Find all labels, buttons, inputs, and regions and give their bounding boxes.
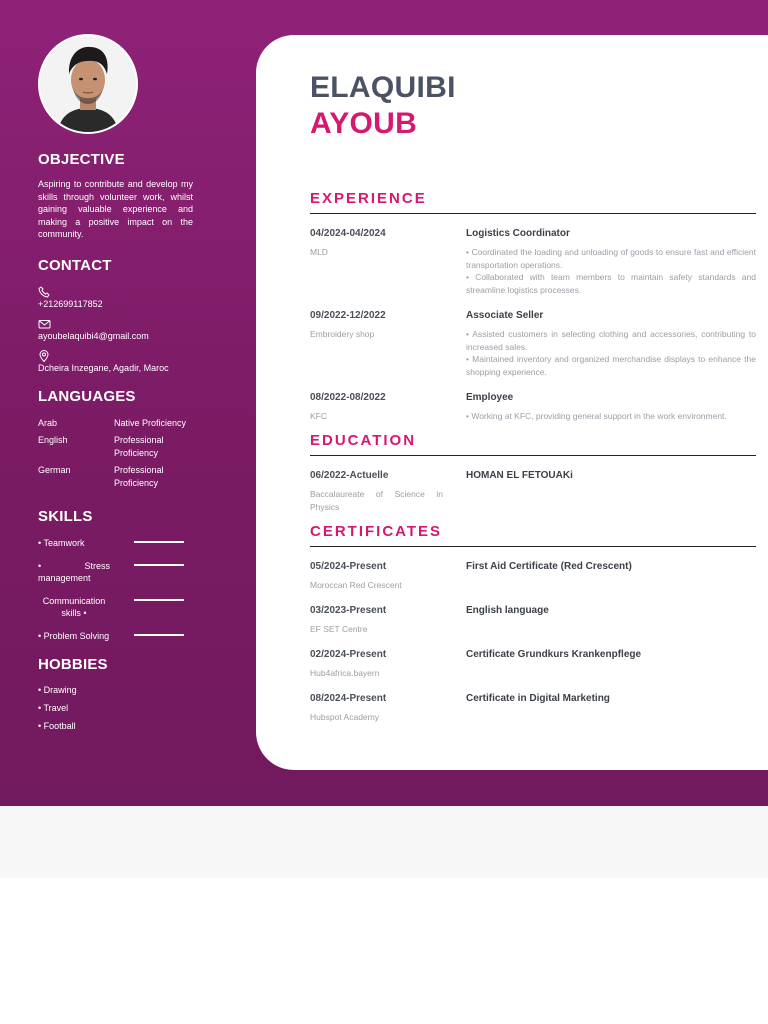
skill-item bbox=[38, 560, 193, 585]
phone-number[interactable]: +212699117852 bbox=[38, 298, 103, 309]
hobby-item: • Travel bbox=[38, 703, 69, 714]
entry-role: Employee bbox=[466, 392, 514, 403]
main-content-card bbox=[256, 35, 768, 770]
hobbies-heading: HOBBIES bbox=[38, 656, 108, 674]
entry-description bbox=[466, 328, 756, 379]
language-name: English bbox=[38, 435, 68, 446]
skills-heading: SKILLS bbox=[38, 508, 93, 526]
skill-level-bar bbox=[134, 564, 184, 566]
description-bullet: • Collaborated with team members to maintain safety standards and streamline logistics processes. bbox=[466, 272, 756, 296]
avatar bbox=[38, 34, 138, 134]
email-address[interactable]: ayoubelaquibi4@gmail.com bbox=[38, 330, 149, 341]
mail-icon bbox=[38, 318, 193, 330]
entry-date: 09/2022-12/2022 bbox=[310, 310, 386, 321]
language-name: Arab bbox=[38, 417, 58, 428]
sidebar bbox=[38, 34, 193, 735]
entry-organization: MLD bbox=[310, 247, 328, 257]
skills-list bbox=[38, 537, 193, 642]
page-gap bbox=[0, 806, 768, 878]
entry-issuer: Hubspot Academy bbox=[310, 712, 379, 722]
entry-certificate-title: Certificate Grundkurs Krankenpflege bbox=[466, 649, 642, 660]
entry-date: 04/2024-04/2024 bbox=[310, 228, 386, 239]
description-bullet: • Coordinated the loading and unloading of goods to ensure fast and efficient transportation operations. bbox=[466, 247, 756, 270]
entry-certificate-title: Certificate in Digital Marketing bbox=[466, 693, 610, 704]
entry-date: 05/2024-Present bbox=[310, 561, 387, 572]
profile-photo-icon bbox=[40, 36, 136, 132]
entry-degree: Baccalaureate of Science in Physics bbox=[310, 489, 443, 512]
entry-description bbox=[466, 410, 756, 423]
language-row bbox=[38, 417, 193, 435]
objective-text: Aspiring to contribute and develop my skills through volunteer work, whilst gaining valuable experience and making a positive impact on the community. bbox=[38, 179, 193, 240]
entry-role: Associate Seller bbox=[466, 310, 544, 321]
contact-email bbox=[38, 318, 193, 342]
skill-level-bar bbox=[134, 599, 184, 601]
language-level: Native Proficiency bbox=[114, 417, 187, 428]
hobby-item: • Football bbox=[38, 721, 76, 732]
entry-description bbox=[466, 246, 756, 297]
languages-list bbox=[38, 417, 193, 495]
skill-name: • Stress management bbox=[38, 560, 110, 584]
certificates-heading: CERTIFICATES bbox=[310, 523, 756, 547]
language-level: Professional Proficiency bbox=[114, 435, 164, 458]
entry-school: HOMAN EL FETOUAKi bbox=[466, 470, 573, 481]
language-row bbox=[38, 434, 193, 464]
contact-address bbox=[38, 350, 193, 374]
entry-date: 06/2022-Actuelle bbox=[310, 470, 389, 481]
skill-level-bar bbox=[134, 541, 184, 543]
language-level: Professional Proficiency bbox=[114, 465, 164, 488]
skill-item bbox=[38, 595, 193, 620]
entry-role: Logistics Coordinator bbox=[466, 228, 570, 239]
entry-issuer: Moroccan Red Crescent bbox=[310, 580, 402, 590]
address: Dcheira Inzegane, Agadir, Maroc bbox=[38, 362, 169, 373]
entry-date: 08/2022-08/2022 bbox=[310, 392, 386, 403]
skill-name: Communication skills • bbox=[42, 595, 106, 619]
experience-heading: EXPERIENCE bbox=[310, 190, 756, 214]
entry-organization: KFC bbox=[310, 411, 327, 421]
skill-item bbox=[38, 537, 193, 550]
entry-certificate-title: First Aid Certificate (Red Crescent) bbox=[466, 561, 632, 572]
skill-name: • Teamwork bbox=[38, 538, 85, 549]
objective-heading: OBJECTIVE bbox=[38, 151, 125, 168]
description-bullet: • Assisted customers in selecting clothing and accessories, contributing to increased sales. bbox=[466, 329, 756, 352]
entry-issuer: EF SET Centre bbox=[310, 624, 368, 634]
entry-certificate-title: English language bbox=[466, 605, 549, 616]
language-name: German bbox=[38, 465, 71, 476]
entry-issuer: Hub4africa.bayern bbox=[310, 668, 380, 678]
skill-level-bar bbox=[134, 634, 184, 636]
last-name: ELAQUIBI bbox=[310, 71, 456, 104]
skill-name: • Problem Solving bbox=[38, 630, 110, 641]
entry-organization: Embroidery shop bbox=[310, 329, 375, 339]
description-bullet: • Maintained inventory and organized merchandise displays to enhance the shopping experience. bbox=[466, 354, 756, 378]
entry-date: 08/2024-Present bbox=[310, 693, 387, 704]
languages-heading: LANGUAGES bbox=[38, 387, 136, 405]
description-bullet: • Working at KFC, providing general support in the work environment. bbox=[466, 411, 727, 421]
entry-date: 02/2024-Present bbox=[310, 649, 387, 660]
education-heading: EDUCATION bbox=[310, 432, 756, 456]
contact-phone bbox=[38, 286, 193, 310]
first-name: AYOUB bbox=[310, 107, 418, 140]
entry-date: 03/2023-Present bbox=[310, 605, 387, 616]
hobby-item: • Drawing bbox=[38, 685, 77, 696]
contact-heading: CONTACT bbox=[38, 256, 112, 274]
phone-icon bbox=[38, 286, 193, 298]
language-row bbox=[38, 464, 193, 494]
skill-item bbox=[38, 630, 193, 643]
location-pin-icon bbox=[38, 350, 193, 362]
